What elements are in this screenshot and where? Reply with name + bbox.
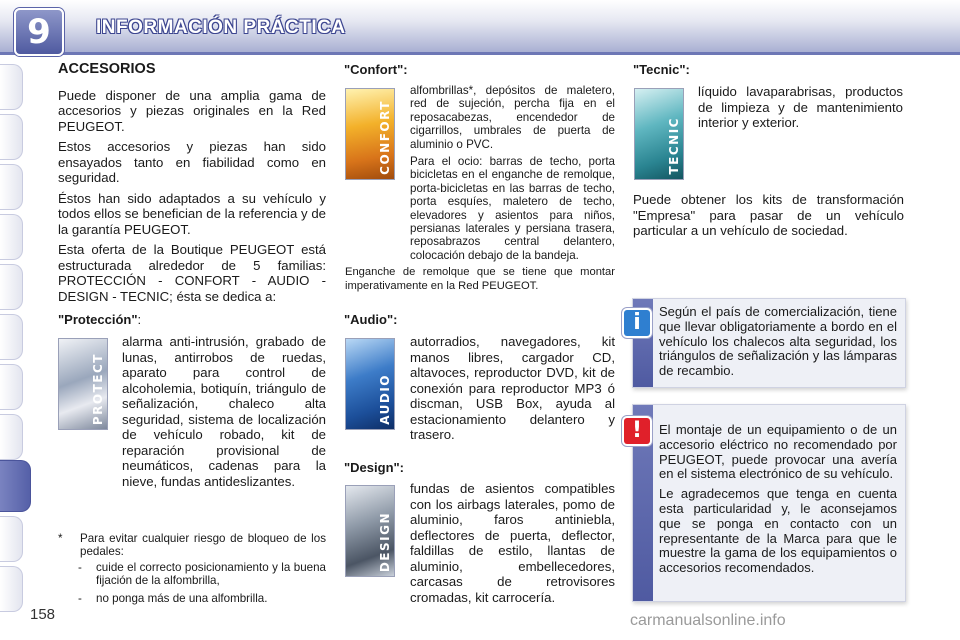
audio-title: "Audio": [344, 312, 398, 327]
tecnic-text: líquido lavaparabrisas, productos de limpieza y de mantenimiento interior y exterior. [698, 84, 903, 130]
confort-paragraph-1: alfombrillas*, depósitos de maletero, red de sujeción, percha fija en el reposacabezas, encendedor de cigarrillos, umbrales de puerta de aluminio o PVC. [410, 84, 615, 151]
design-text: fundas de asientos compatibles con los airbags laterales, pomo de aluminio, faros antiniebla, deflectores de puerta, deflector, faldillas de estilo, llantas de aluminio, embellecedores, carcasas de retrovisores cromadas, kit carrocería. [410, 481, 615, 605]
intro-paragraph-1: Puede disponer de una amplia gama de accesorios y piezas originales en la Red PEUGEOT. [58, 87, 326, 134]
chapter-tab-11[interactable] [0, 566, 23, 612]
chapter-tab-1[interactable] [0, 64, 23, 110]
warning-note-text [659, 405, 905, 587]
footnote-intro: Para evitar cualquier riesgo de bloqueo de los pedales: [80, 532, 326, 559]
warning-icon: ! [624, 418, 650, 444]
chapter-tab-2[interactable] [0, 114, 23, 160]
confort-text-top [410, 84, 615, 155]
chapter-badge: 9 [14, 8, 64, 56]
accesorios-column [58, 62, 326, 309]
info-note [632, 298, 906, 388]
proteccion-thumbnail [58, 338, 108, 430]
confort-title: "Confort": [344, 62, 408, 77]
design-thumbnail-label: DESIGN [378, 511, 392, 572]
chapter-tab-3[interactable] [0, 164, 23, 210]
warning-paragraph-1: El montaje de un equipamiento o de un accesorio eléctrico no recomendado por PEUGEOT, puede provocar una avería en el sistema electrónico de su vehículo. [659, 422, 897, 482]
chapter-tab-6[interactable] [0, 314, 23, 360]
page-title: INFORMACIÓN PRÁCTICA [96, 17, 346, 38]
design-thumbnail [345, 485, 395, 577]
kits-empresa-text: Puede obtener los kits de transformación "Empresa" para pasar de un vehículo particular a un vehículo de sociedad. [633, 192, 904, 238]
chapter-tab-5[interactable] [0, 264, 23, 310]
chapter-tab-4[interactable] [0, 214, 23, 260]
proteccion-title-text: "Protección" [58, 312, 138, 327]
header-divider [0, 52, 960, 55]
chapter-tab-9-active[interactable] [0, 460, 31, 512]
chapter-tab-7[interactable] [0, 364, 23, 410]
footnote-asterisk: * [58, 532, 63, 545]
proteccion-text: alarma anti-intrusión, grabado de lunas, antirrobos de ruedas, aparato para control de alcoholemia, botiquín, triángulo de señalización, chaleco alta seguridad, sistema de localización de vehículo robado, kit de reparación provisional de neumáticos, cadenas para la nieve, fundas antideslizantes. [122, 334, 326, 489]
proteccion-title [58, 312, 141, 327]
tecnic-thumbnail-label: TECNIC [667, 117, 681, 175]
warning-note [632, 404, 906, 602]
intro-paragraph-3: Éstos han sido adaptados a su vehículo y todos ellos se benefician de la referencia y de la garantía PEUGEOT. [58, 190, 326, 237]
chapter-tab-8[interactable] [0, 414, 23, 460]
confort-paragraph-2: Para el ocio: barras de techo, porta bicicletas en el enganche de remolque, porta-bicicletas en las barras de techo, porta esquíes, maletero de techo, elevadores y asientos para niños, persianas laterales y persiana trasera, reposabrazos central delantero, colocación debajo de la bandeja. [410, 155, 615, 262]
chapter-tab-10[interactable] [0, 516, 23, 562]
proteccion-title-colon: : [137, 312, 142, 327]
confort-paragraph-3: Enganche de remolque que se tiene que montar imperativamente en la Red PEUGEOT. [345, 266, 615, 292]
tecnic-thumbnail [634, 88, 684, 180]
footnote: * Para evitar cualquier riesgo de bloqueo de los pedales: - cuide el correcto posicionamiento y la buena fijación de la alfombrilla, - no ponga más de una alfombrilla. [58, 532, 326, 605]
audio-thumbnail [345, 338, 395, 430]
intro-paragraph-4: Esta oferta de la Boutique PEUGEOT está estructurada alrededor de 5 familias: PROTECCIÓN - CONFORT - AUDIO - DESIGN - TECNIC; ésta se dedica a: [58, 242, 326, 304]
info-icon: i [624, 310, 650, 336]
footnote-item-2: no ponga más de una alfombrilla. [96, 591, 268, 605]
design-title: "Design": [344, 460, 404, 475]
watermark: carmanualsonline.info [630, 612, 786, 629]
confort-thumbnail-label: CONFORT [378, 100, 392, 175]
confort-text-bottom [345, 155, 615, 293]
section-heading: ACCESORIOS [58, 61, 156, 77]
warning-paragraph-2: Le agradecemos que tenga en cuenta esta particularidad y, le aconsejamos que se ponga en contacto con un representante de la Marca para que le muestre la gama de los equipamientos o accesorios recomendados. [659, 486, 897, 576]
intro-paragraph-2: Estos accesorios y piezas han sido ensayados tanto en fiabilidad como en seguridad. [58, 139, 326, 185]
tecnic-title: "Tecnic": [633, 62, 690, 77]
audio-thumbnail-label: AUDIO [378, 374, 392, 425]
audio-text: autorradios, navegadores, kit manos libres, cargador CD, altavoces, reproductor DVD, kit de conexión para reproductor MP3 ó discman, USB Box, ayuda al estacionamiento delantero y trasero. [410, 334, 615, 442]
proteccion-thumbnail-label: PROTECT [91, 352, 105, 425]
page-number: 158 [30, 606, 56, 623]
info-note-text: Según el país de comercialización, tiene que llevar obligatoriamente a bordo en el vehículo los chalecos alta seguridad, los triángulos de señalización y las lámparas de recambio. [659, 304, 897, 379]
footnote-item-1: cuide el correcto posicionamiento y la buena fijación de la alfombrilla, [96, 560, 326, 588]
